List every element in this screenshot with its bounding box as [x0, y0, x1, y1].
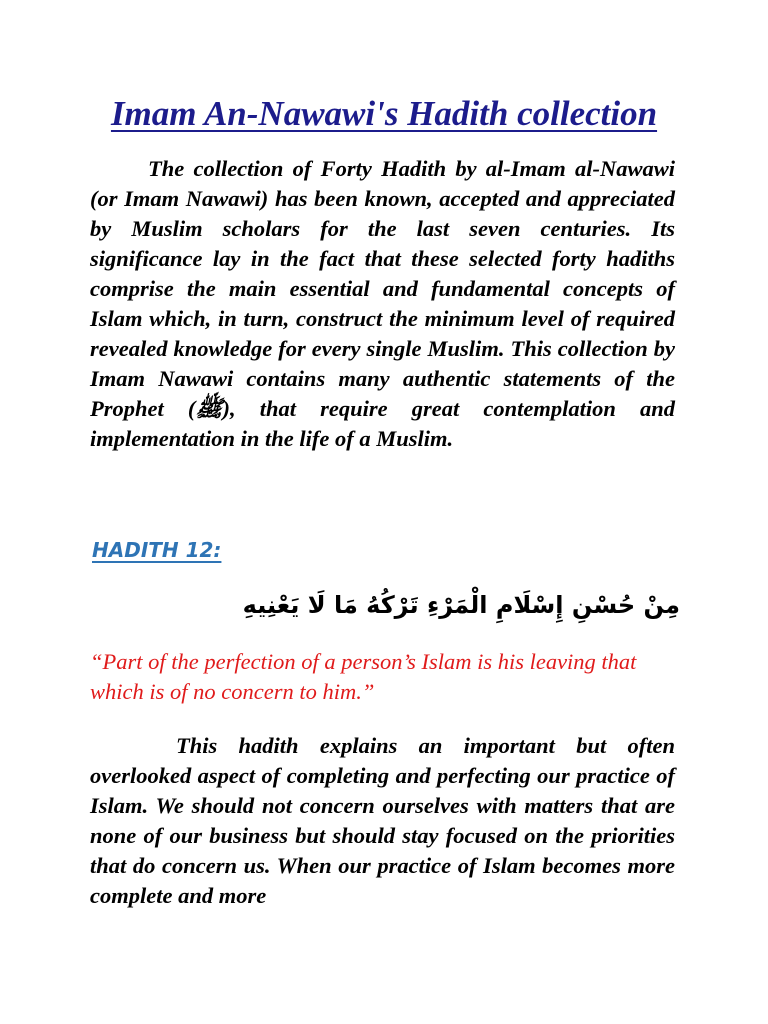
hadith-heading: HADITH 12:: [92, 538, 222, 562]
page-title: [0, 90, 768, 138]
intro-paragraph: The collection of Forty Hadith by al-Imam al-Nawawi (or Imam Nawawi) has been known, accepted and appreciated by Muslim scholars for the last seven centuries. Its significance lay in the fact that these selected forty hadiths comprise the main essential and fundamental concepts of Islam which, in turn, construct the minimum level of required revealed knowledge for every single Muslim. This collection by Imam Nawawi contains many authentic statements of the Prophet (ﷺ), that require great contemplation and implementation in the life of a Muslim.: [90, 156, 675, 451]
translation-quote: “Part of the perfection of a person’s Islam is his leaving that which is of no concern to him.”: [90, 649, 637, 704]
page-title-text: Imam An-Nawawi's Hadith collection: [110, 94, 658, 133]
explanation-paragraph: This hadith explains an important but often overlooked aspect of completing and perfecting our practice of Islam. We should not concern ourselves with matters that are none of our business but should stay focused on the priorities that do concern us. When our practice of Islam becomes more complete and more: [90, 733, 675, 908]
arabic-hadith-text: مِنْ حُسْنِ إِسْلَامِ الْمَرْءِ تَرْكُهُ مَا لَا يَعْنِيهِ: [242, 591, 680, 619]
